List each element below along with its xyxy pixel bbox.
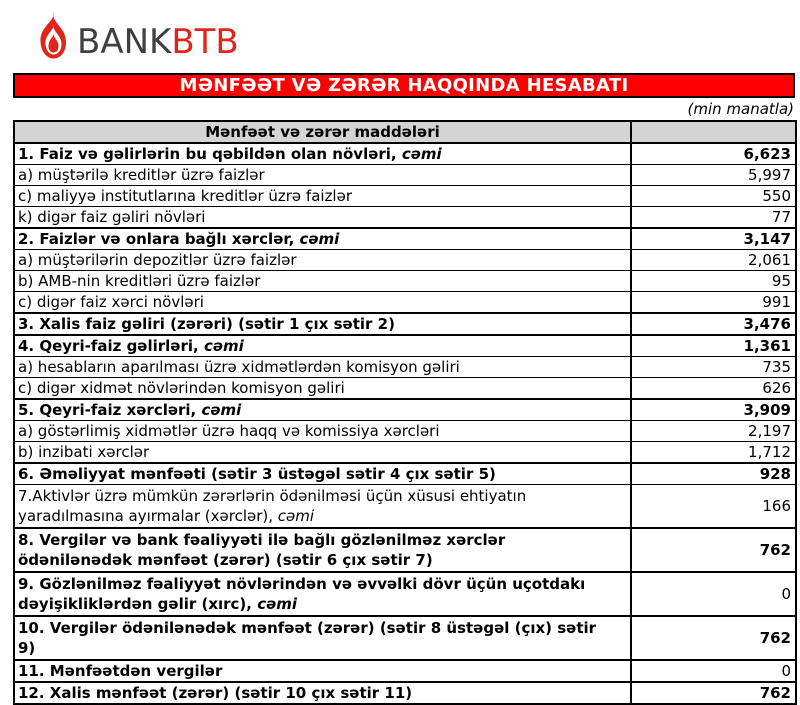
table-header-amount bbox=[631, 121, 796, 143]
profit-loss-table bbox=[13, 120, 797, 705]
report-content bbox=[13, 0, 795, 705]
table-row bbox=[14, 421, 796, 442]
row-value: 1,712 bbox=[631, 442, 796, 464]
table-row bbox=[14, 292, 796, 314]
row-value: 77 bbox=[631, 207, 796, 229]
table-row bbox=[14, 399, 796, 421]
row-value: 735 bbox=[631, 357, 796, 378]
table-header-items: Mənfəət və zərər maddələri bbox=[14, 121, 631, 143]
row-label: 6. Əməliyyat mənfəəti (sətir 3 üstəgəl sətir 4 çıx sətir 5) bbox=[14, 463, 631, 485]
row-label: 5. Qeyri-faiz xərcləri, cəmi bbox=[14, 399, 631, 421]
logo-btb-text: BTB bbox=[171, 22, 239, 62]
row-label: a) müştərilə kreditlər üzrə faizlər bbox=[14, 165, 631, 186]
row-label: b) inzibati xərclər bbox=[14, 442, 631, 464]
table-row bbox=[14, 186, 796, 207]
row-value: 1,361 bbox=[631, 335, 796, 357]
row-label: 2. Faizlər və onlara bağlı xərclər, cəmi bbox=[14, 228, 631, 250]
table-row bbox=[14, 335, 796, 357]
row-label: 11. Mənfəətdən vergilər bbox=[14, 660, 631, 682]
table-row bbox=[14, 250, 796, 271]
row-value: 0 bbox=[631, 572, 796, 616]
logo-bank-text: BANK bbox=[77, 22, 172, 62]
unit-note: (min manatla) bbox=[687, 100, 794, 118]
row-value: 928 bbox=[631, 463, 796, 485]
table-row bbox=[14, 143, 796, 165]
table-row bbox=[14, 616, 796, 660]
table-row bbox=[14, 313, 796, 335]
report-title-banner: MƏNFƏƏT VƏ ZƏRƏR HAQQINDA HESABATI bbox=[13, 73, 795, 98]
row-value: 762 bbox=[631, 616, 796, 660]
row-label: c) digər faiz xərci növləri bbox=[14, 292, 631, 314]
row-label: 7.Aktivlər üzrə mümkün zərərlərin ödənilməsi üçün xüsusi ehtiyatın yaradılmasına ayırmalar (xərclər), cəmi bbox=[14, 485, 631, 529]
row-label: a) göstərlimiş xidmətlər üzrə haqq və komissiya xərcləri bbox=[14, 421, 631, 442]
row-value: 991 bbox=[631, 292, 796, 314]
row-label: 8. Vergilər və bank fəaliyyəti ilə bağlı gözlənilməz xərclər ödənilənədək mənfəət (zərər) (sətir 6 çıx sətir 7) bbox=[14, 528, 631, 572]
row-label: a) müştərilərin depozitlər üzrə faizlər bbox=[14, 250, 631, 271]
table-row bbox=[14, 228, 796, 250]
row-label: 12. Xalis mənfəət (zərər) (sətir 10 çıx sətir 11) bbox=[14, 682, 631, 704]
row-label: 4. Qeyri-faiz gəlirləri, cəmi bbox=[14, 335, 631, 357]
row-value: 166 bbox=[631, 485, 796, 529]
table-row bbox=[14, 207, 796, 229]
row-value: 95 bbox=[631, 271, 796, 292]
row-value: 3,147 bbox=[631, 228, 796, 250]
table-row bbox=[14, 485, 796, 529]
row-label: k) digər faiz gəliri növləri bbox=[14, 207, 631, 229]
row-label: 9. Gözlənilməz fəaliyyət növlərindən və əvvəlki dövr üçün uçotdakı dəyişikliklərdən gəlir (xırc), cəmi bbox=[14, 572, 631, 616]
row-label: a) hesabların aparılması üzrə xidmətlərdən komisyon gəliri bbox=[14, 357, 631, 378]
table-row bbox=[14, 357, 796, 378]
table-row bbox=[14, 378, 796, 400]
row-value: 3,909 bbox=[631, 399, 796, 421]
table-header-row bbox=[14, 121, 796, 143]
row-value: 3,476 bbox=[631, 313, 796, 335]
row-value: 5,997 bbox=[631, 165, 796, 186]
table-row bbox=[14, 528, 796, 572]
row-label: c) digər xidmət növlərindən komisyon gəliri bbox=[14, 378, 631, 400]
table-row bbox=[14, 572, 796, 616]
row-value: 6,623 bbox=[631, 143, 796, 165]
row-value: 2,197 bbox=[631, 421, 796, 442]
row-value: 762 bbox=[631, 682, 796, 704]
table-row bbox=[14, 682, 796, 704]
table-row bbox=[14, 271, 796, 292]
table-row bbox=[14, 463, 796, 485]
table-row bbox=[14, 165, 796, 186]
row-label: 10. Vergilər ödənilənədək mənfəət (zərər) (sətir 8 üstəgəl (çıx) sətir 9) bbox=[14, 616, 631, 660]
row-label: c) maliyyə institutlarına kreditlər üzrə faizlər bbox=[14, 186, 631, 207]
row-label: b) AMB-nin kreditləri üzrə faizlər bbox=[14, 271, 631, 292]
row-value: 626 bbox=[631, 378, 796, 400]
table-body bbox=[14, 121, 796, 704]
row-value: 2,061 bbox=[631, 250, 796, 271]
row-value: 0 bbox=[631, 660, 796, 682]
row-label: 1. Faiz və gəlirlərin bu qəbildən olan növləri, cəmi bbox=[14, 143, 631, 165]
row-value: 762 bbox=[631, 528, 796, 572]
table-row bbox=[14, 660, 796, 682]
table-row bbox=[14, 442, 796, 464]
row-label: 3. Xalis faiz gəliri (zərəri) (sətir 1 çıx sətir 2) bbox=[14, 313, 631, 335]
row-value: 550 bbox=[631, 186, 796, 207]
